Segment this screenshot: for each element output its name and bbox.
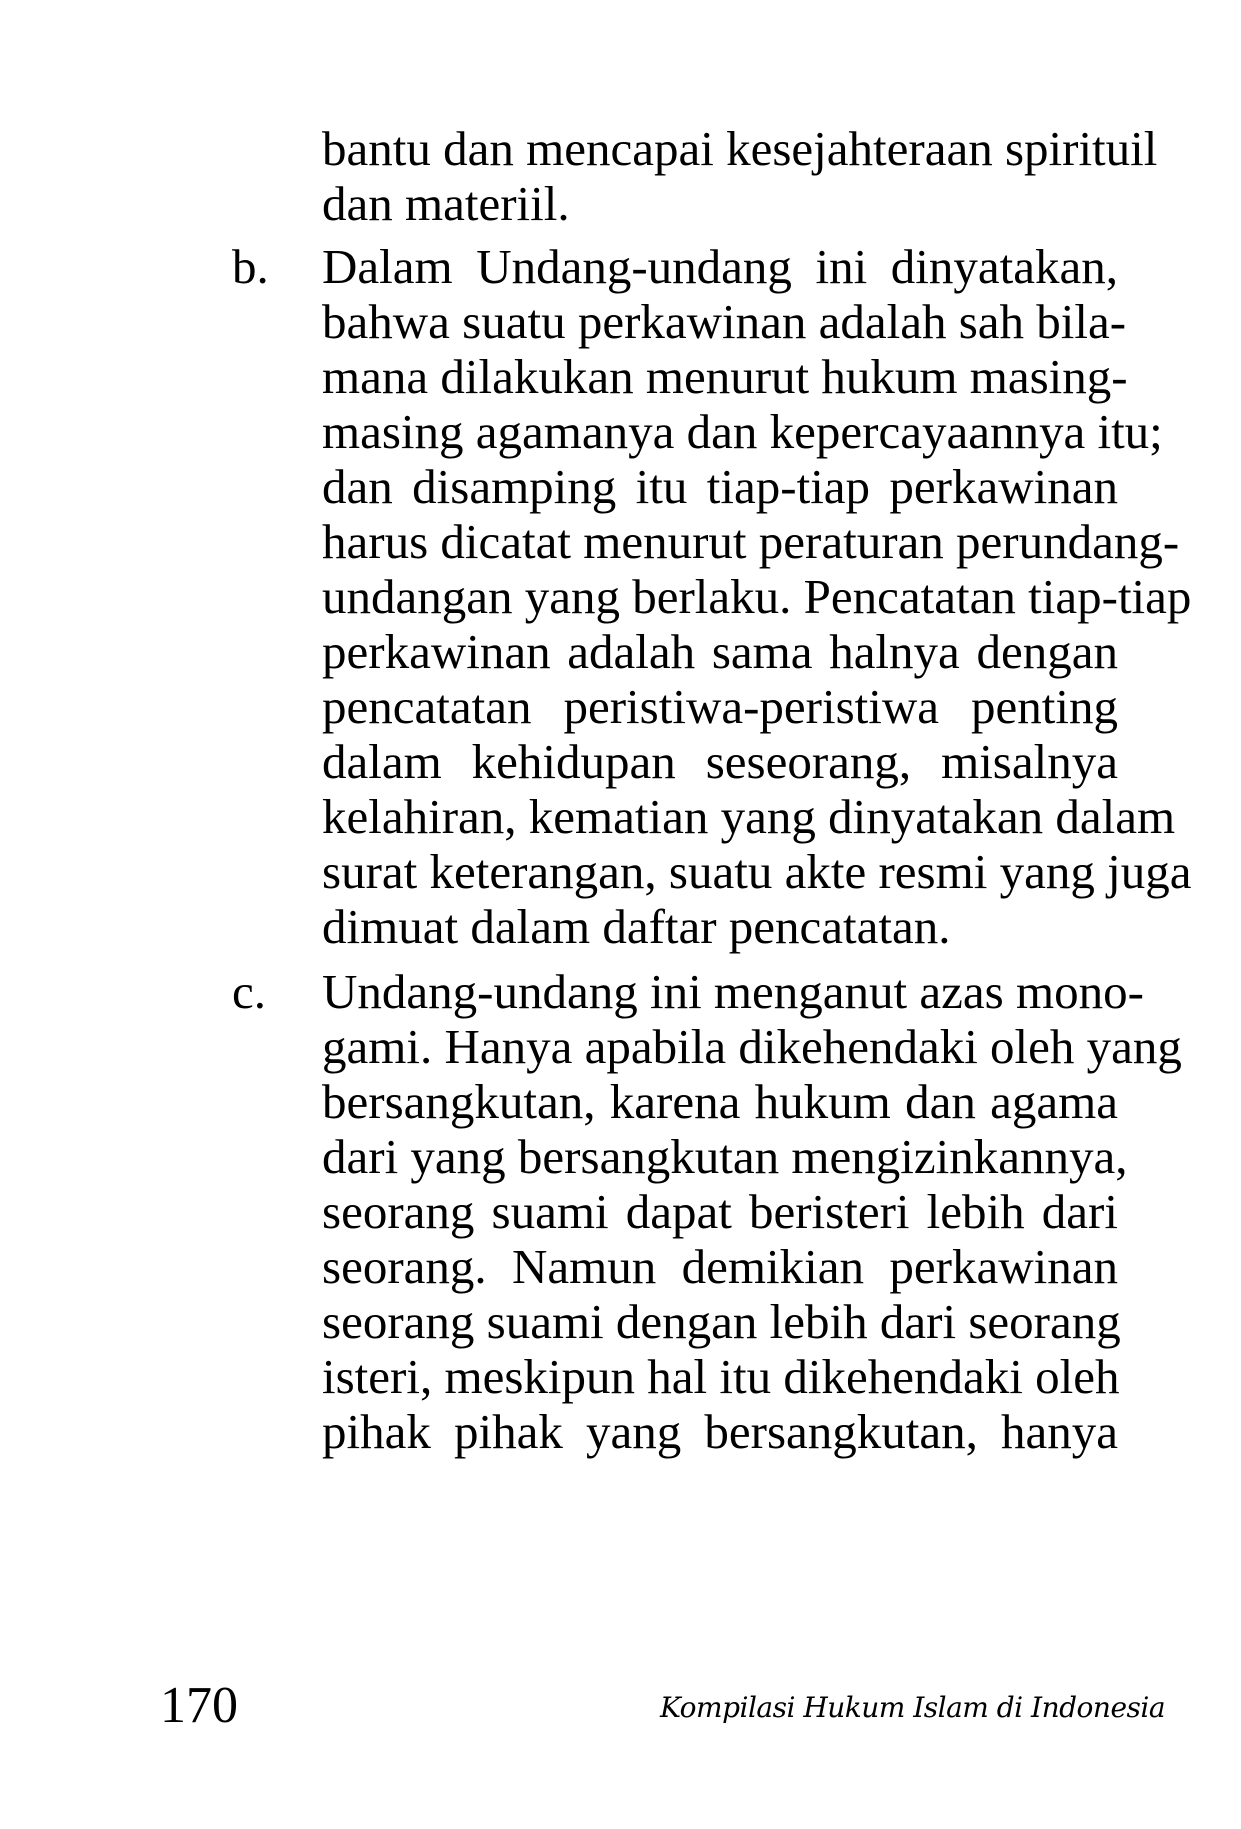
text-line: harus dicatat menurut peraturan perundang- [322,514,1180,569]
text-line: kelahiran, kematian yang dinyatakan dalam [322,789,1176,844]
text-line: mana dilakukan menurut hukum masing- [322,349,1128,404]
page-number: 170 [160,1677,238,1734]
running-title: Kompilasi Hukum Islam di Indonesia [660,1691,1166,1724]
text-line: bantu dan mencapai kesejahteraan spirituil [322,121,1158,176]
text-line: bersangkutan, karena hukum dan agama [322,1074,1118,1129]
text-line: masing agamanya dan kepercayaannya itu; [322,404,1163,459]
text-line: dan materiil. [322,176,570,231]
text-line: seorang. Namun demikian perkawinan [322,1239,1118,1294]
text-line: dan disamping itu tiap-tiap perkawinan [322,459,1118,514]
text-line: perkawinan adalah sama halnya dengan [322,624,1118,679]
text-line: dimuat dalam daftar pencatatan. [322,899,951,954]
text-line: gami. Hanya apabila dikehendaki oleh yang [322,1019,1182,1074]
text-line: pencatatan peristiwa-peristiwa penting [322,679,1118,734]
text-line: bahwa suatu perkawinan adalah sah bila- [322,294,1127,349]
text-line: undangan yang berlaku. Pencatatan tiap-tiap [322,569,1192,624]
text-line: seorang suami dengan lebih dari seorang [322,1294,1121,1349]
text-line: Undang-undang ini menganut azas mono- [322,964,1144,1019]
list-marker-c: c. [232,964,266,1019]
text-line: dalam kehidupan seseorang, misalnya [322,734,1118,789]
text-line: pihak pihak yang bersangkutan, hanya [322,1404,1118,1459]
text-line: dari yang bersangkutan mengizinkannya, [322,1129,1128,1184]
text-line: surat keterangan, suatu akte resmi yang juga [322,844,1192,899]
text-line: isteri, meskipun hal itu dikehendaki oleh [322,1349,1120,1404]
text-line: Dalam Undang-undang ini dinyatakan, [322,239,1118,294]
list-marker-b: b. [232,239,269,294]
text-line: seorang suami dapat beristeri lebih dari [322,1184,1118,1239]
